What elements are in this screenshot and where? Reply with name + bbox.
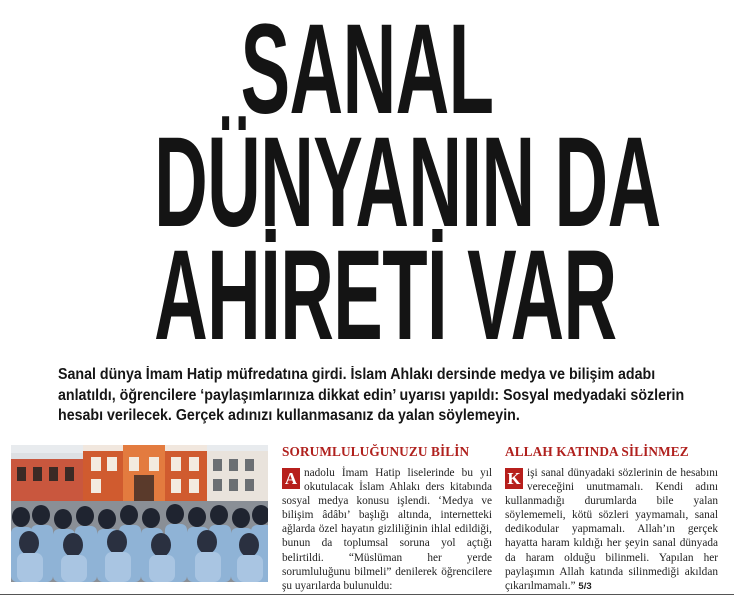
column-2-subhead: ALLAH KATINDA SİLİNMEZ xyxy=(505,444,689,459)
column-1-subhead: SORUMLULUĞUNUZU BİLİN xyxy=(282,444,470,459)
column-1 xyxy=(282,444,492,593)
column-2-text: işi sanal dünyadaki sözlerinin de hesabını vereceğini unutmamalı. Kendi adını kullanmadığı durumlarda bile yalan söylememeli, kötü sözleri yaymamalı, sanal dedikodular yapmamalı. Allah’ın gerçek hayatta haram kıldığı her şeyin sanal dünyada da haram olduğu bilinmeli. Yapılan her paylaşımın Allah katında silinmediği akıldan çıkarılmamalı.” xyxy=(505,467,718,592)
headline-line-1: SANAL xyxy=(240,0,494,141)
headline-line-3: AHİRETİ VAR xyxy=(154,224,617,367)
column-2 xyxy=(505,444,718,594)
page-reference: 5/3 xyxy=(578,580,592,592)
column-1-dropcap: A xyxy=(282,468,300,489)
column-2-dropcap: K xyxy=(505,468,523,489)
column-1-text: nadolu İmam Hatip liselerinde bu yıl okutulacak İslam Ahlakı ders kitabında sosyal medya konusu işlendi. ‘Medya ve bilişim âdâbı’ başlığı altında, internetteki ağlarda özel hayatın gizliliğinin ihlal edildiği, bunun da toplumsal soruna yol açtığı belirtildi. “Müslüman her yerde sorumluluğunu bilmeli” denilerek öğrencilere şu uyarılarda bulunuldu: xyxy=(282,467,492,592)
photo-illustration xyxy=(11,445,268,582)
column-2-body xyxy=(505,466,718,594)
article-deck: Sanal dünya İmam Hatip müfredatına girdi. İslam Ahlakı dersinde medya ve bilişim adabı anlatıldı, öğrencilere ‘paylaşımlarınıza dikkat edin’ uyarısı yapıldı: Sosyal medyadaki sözlerin hesabı verilecek. Gerçek adınızı kullanmasanız da yalan söylemeyin. xyxy=(58,366,685,424)
article-photo xyxy=(11,445,268,582)
headline-line-2: DÜNYANIN DA xyxy=(154,111,661,254)
bottom-rule xyxy=(0,594,734,595)
column-1-body xyxy=(282,466,492,593)
